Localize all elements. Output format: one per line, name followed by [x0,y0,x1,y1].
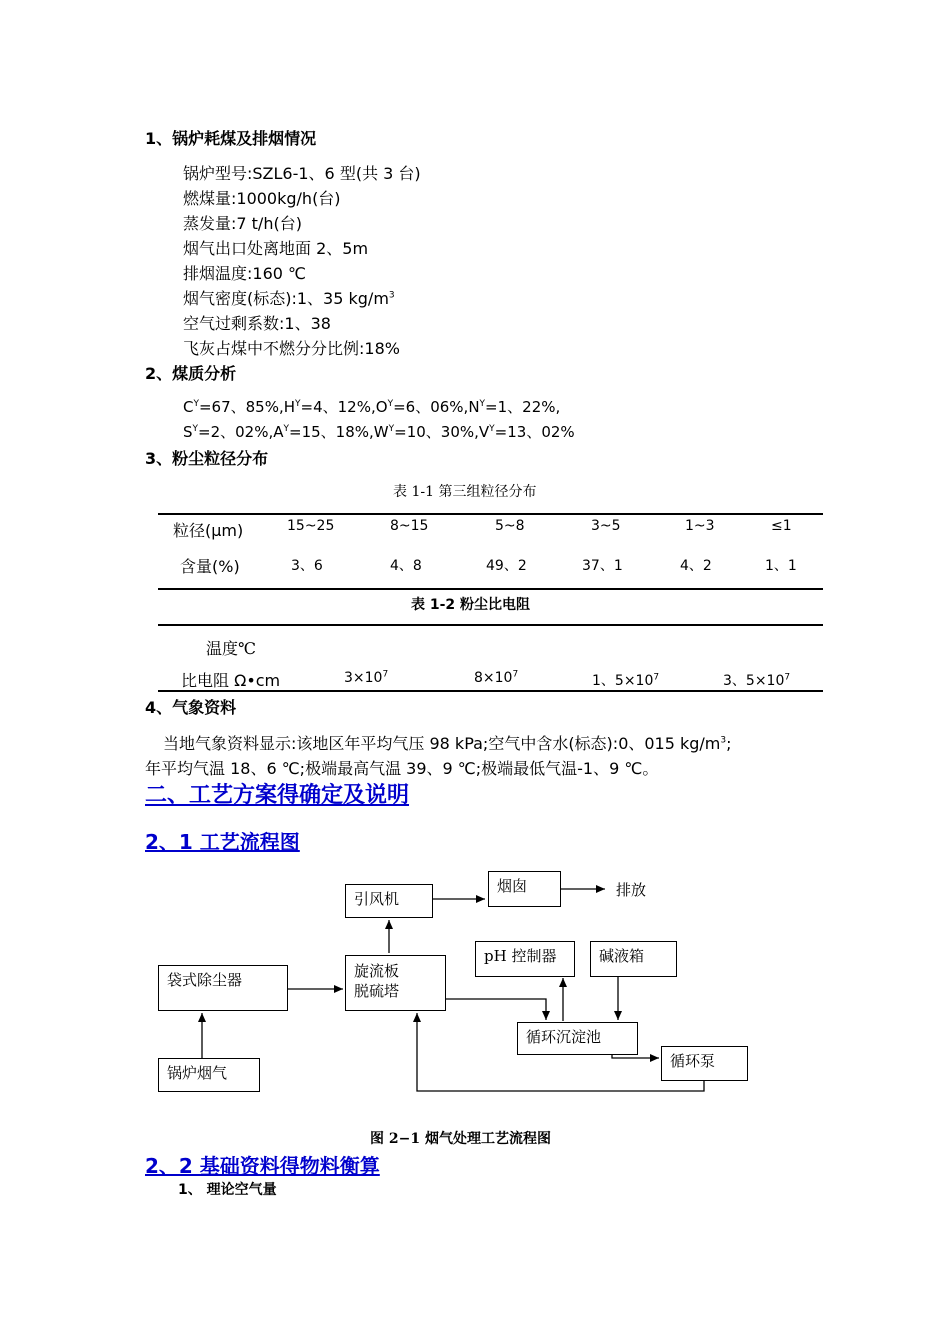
coal-composition-line-2: $S^Y=2$、$02\%,A^Y=15$、$18\%,W^Y=10$、$30\%,V^Y=13$、02% [183,423,575,441]
evaporation: 蒸发量:7 t/h(台) [183,214,302,233]
discharge-label: 排放 [616,881,647,899]
tower-label-line-1: 旋流板 [354,962,400,980]
table-1-1-row2-label: 含量(%) [180,557,240,576]
table-1-1-cell: 37、1 [582,558,623,574]
coal-consumption: 燃煤量:1000kg/h(台) [183,189,341,208]
table-1-2-cell: 1、$5\times 10^7$ [592,672,660,689]
weather-paragraph-line-2: 年平均气温 18、6 ℃;极端最高气温 39、9 ℃;极端最低气温-1、9 ℃。 [145,759,659,778]
table-1-1-cell: 15~25 [287,518,335,534]
fan-box: 引风机 [345,884,433,918]
weather-paragraph-line-1: 当地气象资料显示:该地区年平均气压 98 kPa;空气中含水(标态):0、015 $kg/m^3$; [163,734,732,753]
figure-2-1-caption: 图 2−1 烟气处理工艺流程图 [370,1131,551,1147]
arrow-tower-to-settling [446,999,546,1020]
table-1-1-cell: 1~3 [685,518,715,534]
section-1-heading: 1、锅炉耗煤及排烟情况 [145,129,317,148]
table-1-2-cell: $3\times 10^7$ [344,669,389,686]
coal-composition-line-1: $C^Y=67$、$85\%,H^Y=4$、$12\%,O^Y=6$、$06\%,N^Y=1$、22%, [183,398,561,416]
settling-tank-box: 循环沉淀池 [517,1022,638,1055]
tower-label-line-2: 脱硫塔 [354,982,400,1000]
bag-filter-box: 袋式除尘器 [158,965,288,1011]
desulfurization-tower-box [345,955,446,1011]
chimney-box: 烟囱 [488,871,561,907]
table-1-1-cell: 3~5 [591,518,621,534]
table-1-2-cell: $8\times 10^7$ [474,669,519,686]
outlet-height: 烟气出口处离地面 2、5m [183,239,369,258]
table-1-1-cell: 4、2 [680,558,712,574]
table-1-1-cell: 1、1 [765,558,797,574]
section-3-heading: 3、粉尘粒径分布 [145,449,269,468]
ph-controller-box: pH 控制器 [475,941,575,977]
table-1-1-cell: 5~8 [495,518,525,534]
table-1-1-cell: ≤1 [771,518,792,534]
table-1-2-row2-label: 比电阻 Ω•cm [181,671,281,690]
exhaust-temperature: 排烟温度:160 ℃ [183,264,306,283]
flue-gas-density: 烟气密度(标态):1、35 $kg/m^3$ [183,289,395,308]
table-1-2-row1-label: 温度℃ [206,639,256,658]
alkali-tank-box: 碱液箱 [590,941,677,977]
table-1-1-cell: 4、8 [390,558,422,574]
table-1-1-cell: 3、6 [291,558,323,574]
subsection-2-2-heading: 2、2 基础资料得物料衡算 [145,1154,380,1178]
table-1-2-cell: 3、$5\times 10^7$ [723,672,791,689]
section-4-heading: 4、气象资料 [145,698,237,717]
boiler-model: 锅炉型号:SZL6-1、6 型(共 3 台) [183,164,421,183]
item-1-theoretical-air: 1、 理论空气量 [178,1182,277,1198]
section-two-heading: 二、工艺方案得确定及说明 [145,783,410,808]
fly-ash-ratio: 飞灰占煤中不燃分分比例:18% [183,339,400,358]
subsection-2-1-heading: 2、1 工艺流程图 [145,830,300,854]
table-1-1-cell: 8~15 [390,518,429,534]
table-1-1-row1-label: 粒径(μm) [173,521,244,540]
table-1-1-cell: 49、2 [486,558,527,574]
section-2-heading: 2、煤质分析 [145,364,237,383]
table-1-1-caption: 表 1-1 第三组粒径分布 [393,484,537,500]
table-1-2-caption: 表 1-2 粉尘比电阻 [411,597,531,613]
excess-air-coefficient: 空气过剩系数:1、38 [183,314,331,333]
boiler-gas-box: 锅炉烟气 [158,1058,260,1092]
circulation-pump-box: 循环泵 [661,1046,748,1081]
